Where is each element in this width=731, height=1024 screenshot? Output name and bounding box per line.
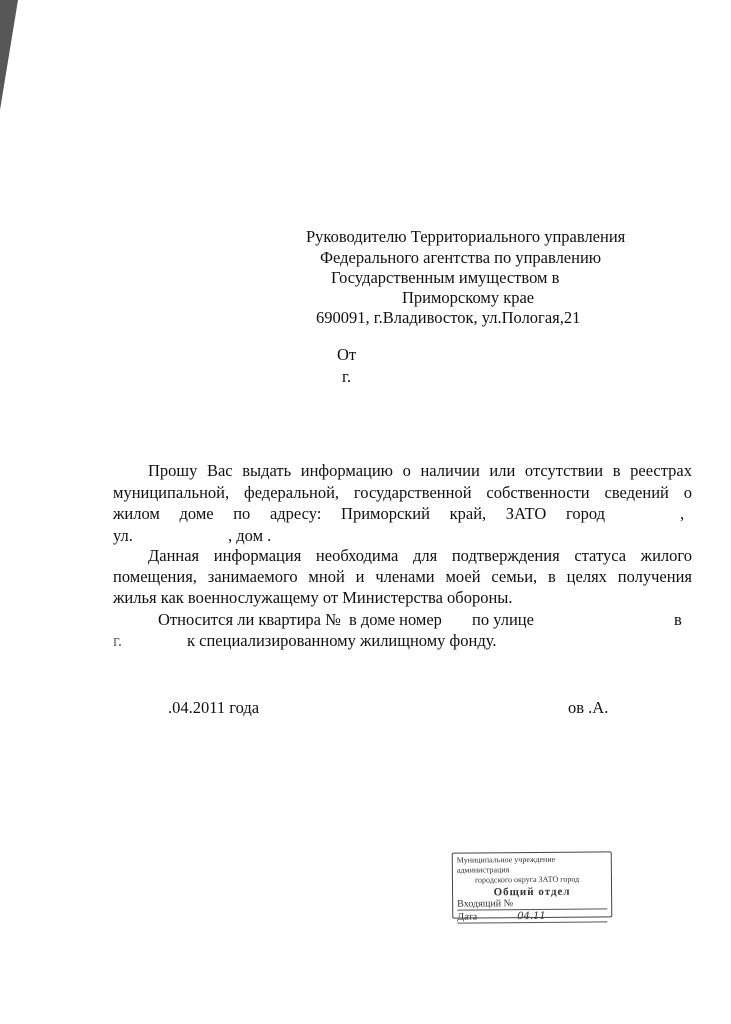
signature-name: ов .А. (568, 698, 609, 717)
scan-edge-artifact (0, 0, 18, 110)
addressee-line: Государственным имуществом в (331, 268, 560, 287)
stamp-date-label: Дата (457, 911, 478, 923)
body-line: Прошу Вас выдать информацию о наличии или отсутствии в реестрах (148, 461, 692, 480)
stamp-line: городского округа ЗАТО город (474, 874, 580, 885)
stamp-line: Муниципальное учреждение администрация (456, 854, 556, 875)
body-line: Данная информация необходима для подтверждения статуса жилого (148, 546, 692, 565)
addressee-line: Руководителю Территориального управления (306, 227, 626, 246)
body-line: в доме номер (349, 610, 442, 629)
body-line: муниципальной, федеральной, государственной собственности сведений о (113, 483, 692, 502)
body-line: жилом доме по адресу: Приморский край, ЗАТО город (113, 504, 605, 523)
addressee-line: Федерального агентства по управлению (320, 248, 602, 267)
incoming-stamp (452, 851, 613, 923)
body-line: к специализированному жилищному фонду. (187, 631, 497, 650)
city-label: г. (342, 367, 352, 386)
from-label: От (337, 345, 357, 364)
body-line: ул. (113, 526, 133, 545)
document-date: .04.2011 года (168, 698, 260, 717)
body-line: , дом . (228, 526, 272, 545)
body-line: в (674, 610, 682, 629)
stamp-title: Общий отдел (493, 885, 571, 899)
addressee-line: Приморскому крае (402, 288, 535, 307)
body-line: жилья как военнослужащему от Министерства обороны. (113, 588, 513, 607)
body-line: г. (113, 631, 123, 650)
stamp-date-value: 04.11 (517, 910, 546, 923)
body-line: Относится ли квартира № (158, 610, 341, 629)
body-line: по улице (472, 610, 534, 629)
body-line: помещения, занимаемого мной и членами моей семьи, в целях получения (113, 567, 692, 586)
body-line: , (680, 504, 685, 523)
addressee-line: 690091, г.Владивосток, ул.Пологая,21 (316, 308, 581, 327)
stamp-incoming-label: Входящий № (457, 898, 607, 910)
